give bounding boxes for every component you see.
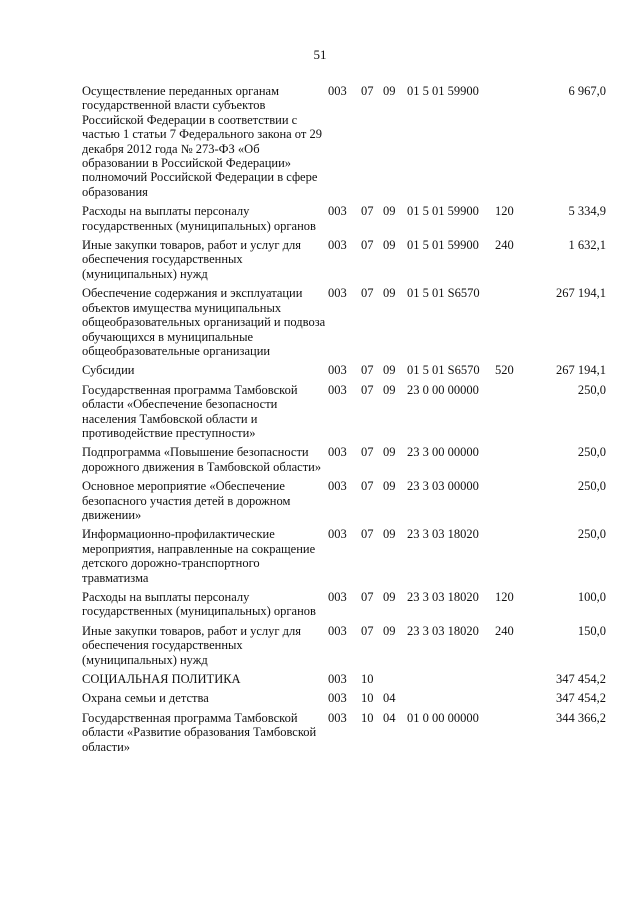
row-name: Подпрограмма «Повышение безопасности дорожного движения в Тамбовской области» — [82, 445, 322, 474]
row-target-article: 01 5 01 S6570 — [407, 363, 480, 378]
row-expense-type: 240 — [495, 238, 514, 253]
row-admin-code: 003 — [328, 527, 347, 542]
row-admin-code: 003 — [328, 204, 347, 219]
row-expense-type — [495, 84, 529, 204]
row-admin-code: 003 — [328, 623, 347, 638]
row-name: Расходы на выплаты персоналу государственных (муниципальных) органов — [82, 204, 316, 233]
row-subsection-code: 04 — [383, 691, 396, 706]
row-admin-code: 003 — [328, 363, 347, 378]
row-expense-type — [495, 711, 529, 759]
row-section-code: 10 — [361, 691, 374, 706]
row-expense-type: 120 — [495, 590, 514, 604]
row-subsection-code: 09 — [383, 382, 396, 397]
row-name: Осуществление переданных органам государственной власти субъектов Российской Федерации в соответствии с частью 1 статьи 7 Федерального закона от 29 декабря 2012 года № 273-ФЗ «Об образовании в Российской Федерации» полномочий Российской Федерации в сфере образования — [82, 84, 322, 199]
row-admin-code: 003 — [328, 691, 347, 706]
row-subsection-code: 09 — [383, 445, 396, 460]
row-name: Иные закупки товаров, работ и услуг для обеспечения государственных (муниципальных) нужд — [82, 238, 302, 281]
row-target-article: 23 3 03 18020 — [407, 590, 479, 604]
row-target-article: 23 3 00 00000 — [407, 445, 479, 460]
row-section-code: 07 — [361, 590, 374, 604]
row-section-code: 10 — [361, 710, 374, 725]
row-amount: 6 967,0 — [568, 84, 606, 98]
budget-table — [82, 84, 606, 759]
row-admin-code: 003 — [328, 286, 347, 301]
row-expense-type — [495, 479, 529, 527]
table-row — [82, 363, 606, 382]
row-section-code: 07 — [361, 623, 374, 638]
row-amount: 267 194,1 — [556, 286, 606, 301]
row-subsection-code: 09 — [383, 527, 396, 542]
row-section-code: 07 — [361, 527, 374, 542]
row-admin-code: 003 — [328, 672, 347, 687]
row-target-article — [407, 691, 495, 710]
row-amount: 347 454,2 — [556, 691, 606, 706]
row-name: Обеспечение содержания и эксплуатации объектов имущества муниципальных общеобразовательных организаций и подвоза обучающихся в муниципальные общеобразовательные организации — [82, 286, 326, 358]
row-subsection-code: 09 — [383, 590, 396, 604]
row-expense-type — [495, 527, 529, 590]
row-target-article: 23 3 03 18020 — [407, 623, 479, 638]
row-section-code: 07 — [361, 479, 374, 494]
row-subsection-code: 09 — [383, 84, 396, 98]
table-row — [82, 479, 606, 527]
table-row — [82, 383, 606, 446]
row-target-article: 23 3 03 00000 — [407, 479, 479, 494]
table-row — [82, 711, 606, 759]
row-target-article: 23 0 00 00000 — [407, 382, 479, 397]
table-row — [82, 672, 606, 691]
table-row — [82, 84, 606, 204]
row-subsection-code: 09 — [383, 204, 396, 219]
row-subsection-code — [383, 672, 407, 691]
table-row — [82, 590, 606, 624]
table-row — [82, 286, 606, 363]
row-amount: 344 366,2 — [556, 710, 606, 725]
row-expense-type: 240 — [495, 623, 514, 638]
row-section-code: 07 — [361, 445, 374, 460]
row-section-code: 07 — [361, 204, 374, 219]
row-admin-code: 003 — [328, 590, 347, 604]
row-amount: 347 454,2 — [556, 672, 606, 687]
table-row — [82, 445, 606, 479]
row-name: Субсидии — [82, 363, 135, 378]
row-target-article: 01 5 01 59900 — [407, 204, 479, 219]
row-expense-type — [495, 445, 529, 479]
row-expense-type — [495, 672, 529, 691]
row-section-code: 07 — [361, 363, 374, 378]
row-subsection-code: 09 — [383, 479, 396, 494]
row-expense-type — [495, 691, 529, 710]
row-admin-code: 003 — [328, 238, 347, 253]
budget-table-body — [82, 84, 606, 759]
row-target-article: 01 0 00 00000 — [407, 710, 479, 725]
row-expense-type — [495, 286, 529, 363]
row-section-code: 07 — [361, 84, 374, 98]
table-row — [82, 527, 606, 590]
row-amount: 5 334,9 — [568, 204, 606, 219]
table-row — [82, 624, 606, 672]
row-admin-code: 003 — [328, 382, 347, 397]
row-amount: 250,0 — [577, 527, 606, 542]
row-amount: 1 632,1 — [568, 238, 606, 253]
row-target-article — [407, 672, 495, 691]
row-name: Основное мероприятие «Обеспечение безопасного участия детей в дорожном движении» — [82, 479, 291, 522]
row-name: СОЦИАЛЬНАЯ ПОЛИТИКА — [82, 672, 241, 687]
row-target-article: 01 5 01 59900 — [407, 238, 479, 253]
row-section-code: 10 — [361, 672, 374, 687]
row-admin-code: 003 — [328, 710, 347, 725]
row-name: Иные закупки товаров, работ и услуг для обеспечения государственных (муниципальных) нужд — [82, 623, 302, 667]
row-subsection-code: 09 — [383, 623, 396, 638]
row-subsection-code: 09 — [383, 286, 396, 301]
row-amount: 150,0 — [577, 623, 606, 638]
row-name: Информационно-профилактические мероприятия, направленные на сокращение детского дорожно-транспортного травматизма — [82, 527, 316, 585]
row-subsection-code: 09 — [383, 363, 396, 378]
row-name: Расходы на выплаты персоналу государственных (муниципальных) органов — [82, 590, 316, 619]
row-subsection-code: 09 — [383, 238, 396, 253]
row-target-article: 23 3 03 18020 — [407, 527, 479, 542]
table-row — [82, 238, 606, 286]
row-amount: 250,0 — [577, 479, 606, 494]
row-name: Государственная программа Тамбовской области «Развитие образования Тамбовской области» — [82, 710, 317, 754]
row-name: Охрана семьи и детства — [82, 691, 209, 706]
row-target-article: 01 5 01 S6570 — [407, 286, 480, 301]
row-admin-code: 003 — [328, 445, 347, 460]
table-row — [82, 204, 606, 238]
row-subsection-code: 04 — [383, 710, 396, 725]
row-expense-type: 120 — [495, 204, 514, 219]
row-amount: 267 194,1 — [556, 363, 606, 378]
row-amount: 100,0 — [577, 590, 606, 604]
row-target-article: 01 5 01 59900 — [407, 84, 479, 98]
row-expense-type: 520 — [495, 363, 514, 378]
table-row — [82, 691, 606, 710]
row-section-code: 07 — [361, 382, 374, 397]
page-number: 51 — [313, 47, 327, 62]
row-amount: 250,0 — [577, 382, 606, 397]
row-expense-type — [495, 383, 529, 446]
row-amount: 250,0 — [577, 445, 606, 460]
row-section-code: 07 — [361, 238, 374, 253]
row-section-code: 07 — [361, 286, 374, 301]
row-admin-code: 003 — [328, 84, 347, 98]
row-name: Государственная программа Тамбовской области «Обеспечение безопасности населения Тамбовской области и противодействие преступности» — [82, 382, 298, 440]
row-admin-code: 003 — [328, 479, 347, 494]
